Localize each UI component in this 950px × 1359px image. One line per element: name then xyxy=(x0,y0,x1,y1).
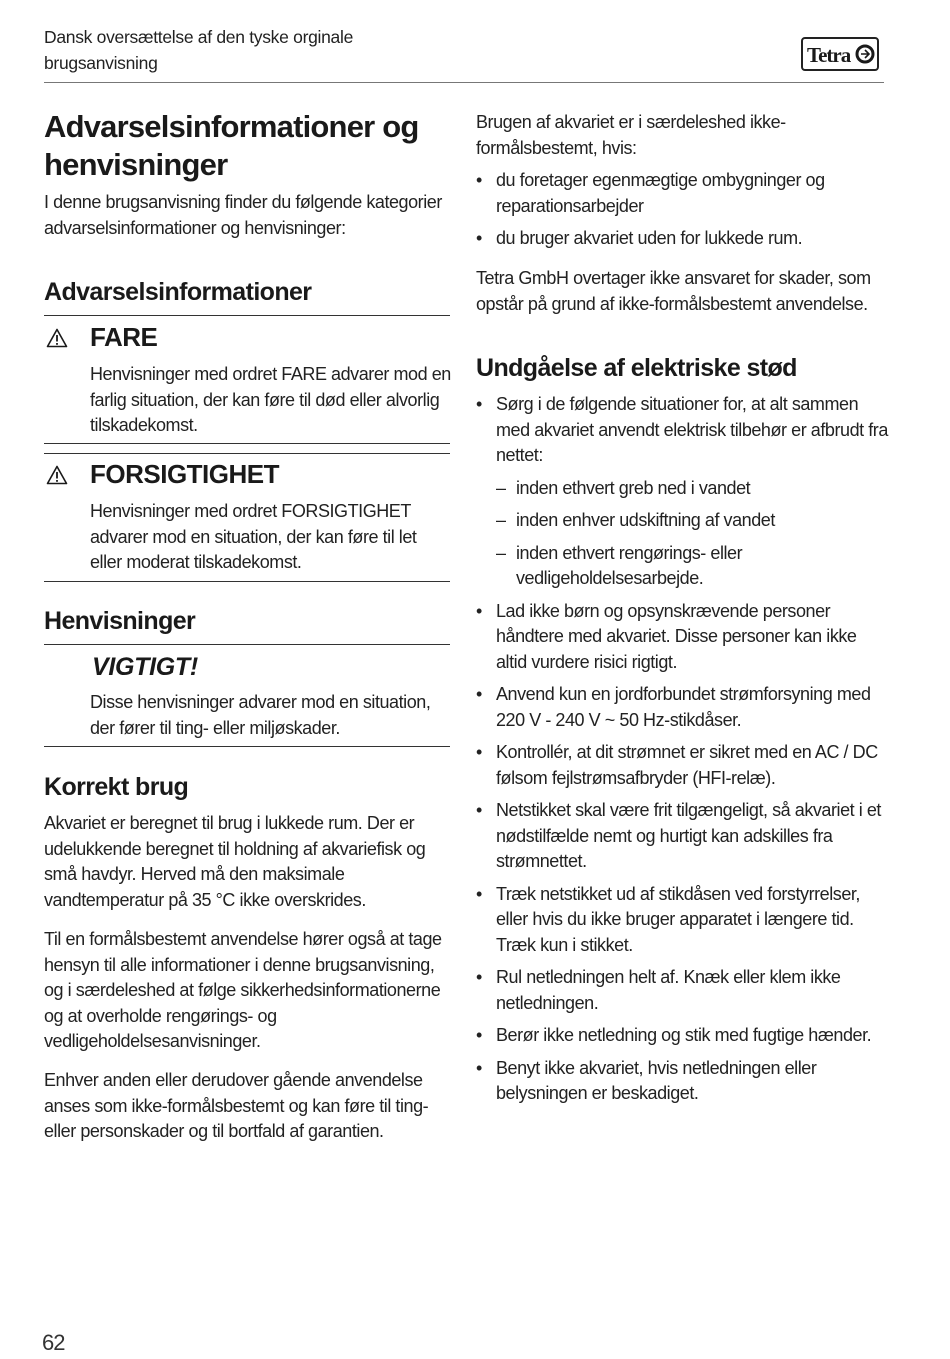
misuse-list xyxy=(476,168,876,252)
list-item: • Berør ikke netledning og stik med fugtige hænder. xyxy=(476,1025,872,1045)
caution-text: Henvisninger med ordret FORSIGTIGHET advarer mod en situation, der kan føre til let eller moderat tilskadekomst. xyxy=(90,501,417,572)
list-item: • du bruger akvariet uden for lukkede rum. xyxy=(476,228,803,248)
divider xyxy=(44,746,450,747)
sub-list-item: – inden ethvert rengørings- eller vedligeholdelsesarbejde. xyxy=(496,542,743,588)
divider xyxy=(44,315,450,316)
shock-heading: Undgåelse af elektriske stød xyxy=(476,354,797,382)
liability-text: Tetra GmbH overtager ikke ansvaret for skader, som opstår på grund af ikke-formålsbestemt anvendelse. xyxy=(476,268,871,314)
warning-triangle-icon xyxy=(46,465,68,485)
divider xyxy=(44,581,450,582)
sub-list xyxy=(496,476,888,592)
list-item: • Anvend kun en jordforbundet strømforsyning med 220 V - 240 V ~ 50 Hz-stikdåser. xyxy=(476,684,871,730)
tetra-logo xyxy=(801,37,879,71)
list-item: • Sørg i de følgende situationer for, at alt sammen med akvariet anvendt elektrisk tilbehør er afbrudt fra nettet: – inden ethvert greb ned i vandet – inden enhver udskiftning af vandet – inden ethvert rengørings- eller vedligeholdelsesarbejde. xyxy=(476,392,888,592)
use-heading: Korrekt brug xyxy=(44,773,189,801)
document-header: Dansk oversættelse af den tyske orginale brugsanvisning xyxy=(44,27,353,73)
notes-heading: Henvisninger xyxy=(44,607,196,635)
divider xyxy=(44,443,450,444)
danger-text: Henvisninger med ordret FARE advarer mod en farlig situation, der kan føre til død eller alvorlig tilskadekomst. xyxy=(90,364,451,435)
list-item: • Kontrollér, at dit strømnet er sikret med en AC / DC følsom fejlstrømsafbryder (HFI-relæ). xyxy=(476,742,878,788)
list-item: • Lad ikke børn og opsynskrævende personer håndtere med akvariet. Disse personer kan ikke altid vurdere risici rigtigt. xyxy=(476,600,857,672)
important-text: Disse henvisninger advarer mod en situation, der fører til ting- eller miljøskader. xyxy=(90,692,431,738)
danger-title: FARE xyxy=(90,322,158,352)
header-divider xyxy=(44,82,884,83)
use-paragraph-3: Enhver anden eller derudover gående anvendelse anses som ikke-formålsbestemt og kan føre til ting- eller personskader og til bortfald af garantien. xyxy=(44,1070,429,1141)
divider xyxy=(44,453,450,454)
use-paragraph-1: Akvariet er beregnet til brug i lukkede rum. Der er udelukkende beregnet til holdning af akvariefisk og små havdyr. Herved må den maksimale vandtemperatur på 35 °C ikke overskrides. xyxy=(44,813,426,910)
list-item: • Træk netstikket ud af stikdåsen ved forstyrrelser, eller hvis du ikke bruger apparatet i længere tid. Træk kun i stikket. xyxy=(476,883,860,955)
misuse-intro: Brugen af akvariet er i særdeleshed ikke-formålsbestemt, hvis: xyxy=(476,112,786,158)
important-title: VIGTIGT! xyxy=(92,653,198,681)
list-item: • Rul netledningen helt af. Knæk eller klem ikke netledningen. xyxy=(476,967,841,1013)
caution-title: FORSIGTIGHET xyxy=(90,459,279,489)
list-item: • Netstikket skal være frit tilgængeligt, så akvariet i et nødstilfælde nemt og hurtigt kan adskilles fra strømnettet. xyxy=(476,800,881,871)
sub-list-item: – inden ethvert greb ned i vandet xyxy=(496,477,751,498)
use-paragraph-2: Til en formålsbestemt anvendelse hører også at tage hensyn til alle informationer i denne brugsanvisning, og i særdeleshed at følge sikkerhedsinformationerne og at overholde rengørings- og vedligeholdelsesanvisninger. xyxy=(44,929,442,1051)
warnings-heading: Advarselsinformationer xyxy=(44,278,312,306)
svg-text:Tetra: Tetra xyxy=(807,43,851,67)
sub-list-item: – inden enhver udskiftning af vandet xyxy=(496,510,775,530)
warning-triangle-icon xyxy=(46,328,68,348)
intro-text: I denne brugsanvisning finder du følgende kategorier advarselsinformationer og henvisninger: xyxy=(44,192,442,238)
divider xyxy=(44,644,450,645)
page-number: 62 xyxy=(42,1330,65,1355)
list-item: • du foretager egenmægtige ombygninger og reparationsarbejder xyxy=(476,170,825,216)
page-title: Advarselsinformationer og henvisninger xyxy=(44,109,419,182)
list-item: • Benyt ikke akvariet, hvis netledningen eller belysningen er beskadiget. xyxy=(476,1057,817,1103)
shock-list xyxy=(476,392,888,1107)
